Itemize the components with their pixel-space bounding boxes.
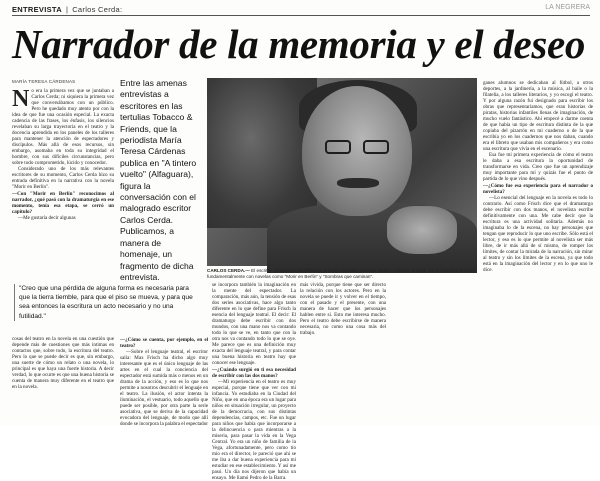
interview-question: —¿Cómo fue esa experiencia para el narrador o novelista? <box>483 183 593 195</box>
photo-mustache <box>337 178 379 188</box>
body-paragraph: —Sobre el lenguaje teatral, el escritor salía: Max Frisch ha dicho algo muy interesante que es el único lenguaje de las artes en el cual la conciencia del espectador está sumida más o menos en un drama de la acción, y eso es lo que nos permite a nosotros descubrir el lenguaje en el teatro. La ilusión, el actor intenta la iluminación, el vestuario, todo aquello que puede ser posible, por otra parte la serie asociativa, que se deriva de la capacidad evocadora del lenguaje, de modo que allí donde se incorpora la palabra el espectador <box>120 349 208 427</box>
interview-question: —¿Cuándo surgió en ti esa necesidad de escribir con las dos manos? <box>212 367 296 379</box>
photo-glasses-left <box>325 140 351 154</box>
text-column-1 <box>12 88 114 280</box>
caption-name: CARLOS CERDA.— <box>207 268 250 273</box>
pull-quote: "Creo que una pérdida de alguna forma es necesaria para que la tierra tiemble, para que el piso se mueva, y para que sea entonces la escritura un acto necesario y no una futilidad." <box>14 284 201 321</box>
header-rule <box>12 15 590 16</box>
photo-hand <box>387 206 457 254</box>
article-title: Narrador de la memoria y el deseo <box>12 21 586 67</box>
section-separator: | <box>65 5 69 14</box>
body-paragraph: ganes alumnos se dedicaban al fútbol, a otros deportes, a la jardinería, a la música, al baile o la filatelia, a los talleres literarios, y yo escogí el teatro. Y por alguna razón fui designado para escribir los obras que representaríamos, que eran historias de piratas, historias infantiles llenas de imaginación, de mucho vuelo fantástico. Ahí empecé a darme cuenta de que había un tipo de escritura distinta de la que copiaba del pizarrón en mi cuaderno o de la que escribía yo en los cuadernos que nos daban, cuando era el libreto que usaban mis compañeros y era como una escritura que vivía en el escenario. <box>483 80 593 152</box>
interview-question: —¿Cómo se cuenta, por ejemplo, en el teatro? <box>120 337 208 349</box>
body-paragraph: cosas del teatro en la novela en una cuestión que depende más de cuestiones que más intimas en contactos que, sobre todo, la escritura del teatro. Pero lo que se puede decir es que, sin embargo, una suerte de cómo un relato o una novela, lo principal es que haya una fuerte historia. A decir verdad, lo que ocurre es que una buena historia se cuenta de manera muy diferente en el teatro que en la novela. <box>12 336 114 390</box>
photo-caption <box>207 268 477 279</box>
section-subtitle: Carlos Cerda: <box>72 5 123 14</box>
photo-face <box>302 86 412 216</box>
text-column-4 <box>483 80 593 418</box>
dropcap-letter: N <box>12 86 30 112</box>
article-intro: Entre las amenas entrevistas a escritores en las tertulias Tobacco & Friends, que la periodista María Teresa Cárdenas publica en "A tintero vuelto" (Alfaguara), figura la conversación con el malogrado escritor Carlos Cerda. Publicamos, a manera de homenaje, un fragmento de dicha entrevista. <box>120 78 197 282</box>
body-paragraph: —Mi experiencia en el teatro es muy especial, porque tiene que ver con mi infancia. Yo estudiaba en la Ciudad del Niño, que en una época era un lugar para niños en situación irregular, un proyecto de la democracia, con sus distintas dependencias, campos, etc. Fue un lugar para niños que había que incorporarse a la delincuencia o para mientras a la miseria, para pasar la vida en la Vega Central. Yo era un niño de familia de la Vega, afortunadamente, pero como tío mío era el director, le pareció que ahí se me iba a dar buena experiencia para mí estudiar en ese establecimiento. Y así me pasó. Un día nos dijeron que había un ensayo. Me llamó Pedro de la Barra. <box>212 379 296 481</box>
body-paragraph: más vívida, porque tiene que ser directo la relación con los actores. Pero en la novela se puede ir y volver en el tiempo, con el pasado y el presente, con una manera de hacer que los personajes hablen entre sí. Esto me interesa mucho. Pero el teatro debe escribirse de manera necesaria, no como una cosa más del trabajo. <box>300 282 386 336</box>
page-marker: LA NEGRERA <box>545 4 590 11</box>
article-byline: MARÍA TERESA CÁRDENAS <box>12 79 76 84</box>
text-column-1-continued <box>12 336 114 418</box>
interview-question: —Con "Morir en Berlín" reconocimos al narrador, ¿qué pasó con la dramaturgia en ese momento, tenía esa etapa, se cerró un capítulo? <box>12 191 114 215</box>
caption-text: El escritor, recientemente fallecido, practicó diversos géneros: teatro, cuentos, ensayo. En el narrativo destacó fundamentalmente con novelas como "Morir en Berlín" y "Sombras que caminan". <box>207 268 476 279</box>
body-paragraph: o era la primera vez que se juntaban a Carlos Cerda; ni siquiera la primera vez que conversábamos con un público. Pero he quedado muy atento por con la idea de que fue una ocasión especial. La exacta cadencia de las frases, los énfasis, los silencios revelaban su larga trayectoria en el teatro y la docencia aprendida en los paneles de los talleres para mantener la atención de espectadores y discípulos. Más allá de esos recursos, sin embargo, asomaba en toda su integridad el hombre, con sus difíciles circunstancias, pero sobre todo comprometido, lúcido y conocedor. <box>12 88 114 166</box>
author-photo <box>207 78 477 266</box>
body-paragraph: —Me gustaría decir algunas <box>18 215 76 221</box>
body-paragraph: —Lo esencial del lenguaje en la novela es todo lo contrario. Así como Frisch dice que el dramaturgo debe escribir con dos manos, el novelista escribe definitivamente con una. Me cabe decir que la escritura es una actividad solitaria. Además no imaginaba lo de la escena, no hay personajes que tengan que reproducir lo que uno escribe. Sólo está el lector, y eso es lo que permite al novelista ser más libre, de ir más allá de sí mismo, de romper los límites, de contar la mirada de la narración, sin mirar al teatro y sin los límites de la escena, ya que todo está en la imaginación del lector y en lo que uno le dice. <box>483 195 593 273</box>
section-label: ENTREVISTA <box>12 5 62 14</box>
body-paragraph: Esa fue mi primera experiencia de cómo el teatro le daba a esa escritura la oportunidad de transformarse en vida. Creo que fue un aprendizaje muy importante para mí y quizás fue el punto de partida de lo que vino después. <box>483 152 593 182</box>
text-column-5 <box>300 282 386 418</box>
photo-glasses-right <box>363 140 389 154</box>
body-paragraph: Considerado uno de los más relevantes escritores de su momento, Carlos Cerda hizo su entrada definitiva en la narrativa con la novela "Morir en Berlín". <box>12 166 114 190</box>
text-column-2 <box>120 336 208 427</box>
text-column-3 <box>212 282 296 481</box>
body-paragraph: se incorpora también la imaginación en la mente del espectador. La comparación, más aún, la tensión de esas dos series asociativas, hace algo tanto diferente en lo que define para Frisch la esencia del lenguaje teatral. El decir: El dramaturgo debe escribir con dos mundos, con una mano nos va contando todo lo que se ve, en tanto que con la otra nos va contando todo lo que se oye. Me parece que es una definición muy exacta del lenguaje teatral, y para contar una buena historia en teatro hay que conocer ese lenguaje. <box>212 282 296 366</box>
section-header <box>12 5 122 14</box>
